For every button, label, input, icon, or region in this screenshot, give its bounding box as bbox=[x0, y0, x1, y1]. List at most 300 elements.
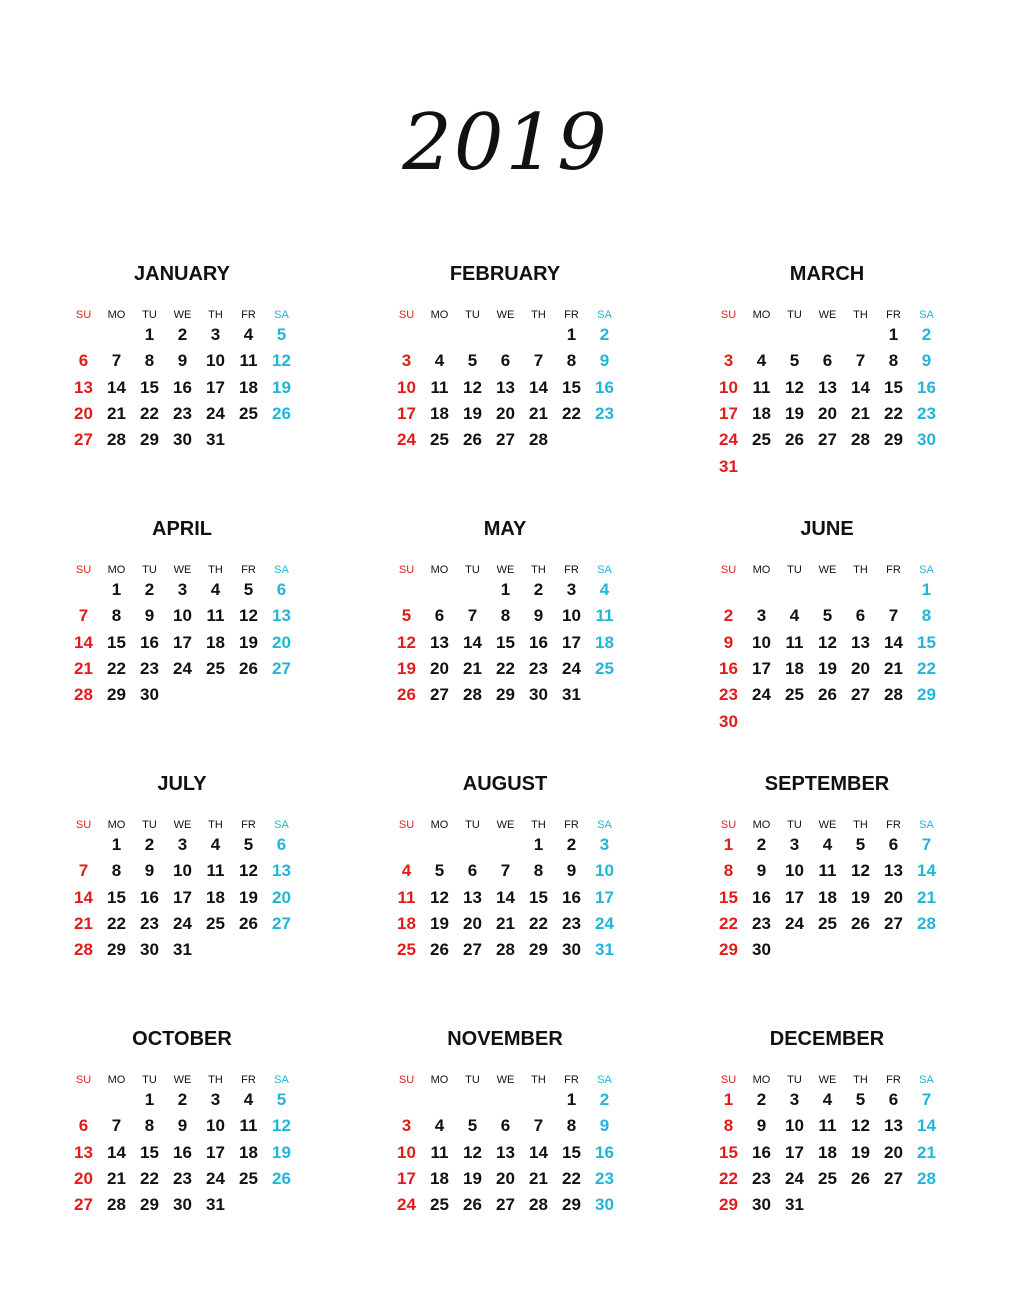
day-cell: 19 bbox=[818, 658, 837, 678]
day-cell: 27 bbox=[74, 1195, 93, 1215]
weekday-label-th: TH bbox=[208, 819, 223, 831]
weekday-label-su: SU bbox=[720, 819, 737, 831]
day-cell: 28 bbox=[529, 1195, 548, 1215]
day-cell: 19 bbox=[785, 403, 804, 423]
day-cell: 22 bbox=[719, 913, 738, 933]
year-title: 2019 bbox=[402, 98, 609, 188]
weekday-label-th: TH bbox=[531, 564, 546, 576]
day-cell: 23 bbox=[529, 658, 548, 678]
day-cell: 27 bbox=[74, 430, 93, 450]
day-cell: 3 bbox=[401, 1116, 412, 1136]
weekday-label-we: WE bbox=[496, 819, 515, 831]
weekday-label-su: SU bbox=[75, 819, 92, 831]
day-cell: 28 bbox=[107, 430, 126, 450]
day-cell: 8 bbox=[500, 606, 511, 626]
day-cell: 1 bbox=[723, 1090, 734, 1109]
day-cell: 22 bbox=[107, 913, 126, 933]
day-cell: 9 bbox=[177, 1116, 188, 1136]
day-cell: 18 bbox=[595, 632, 614, 652]
month-name: NOVEMBER bbox=[447, 1028, 563, 1050]
day-cell: 23 bbox=[917, 403, 936, 423]
day-cell: 18 bbox=[430, 1168, 449, 1188]
day-cell: 15 bbox=[140, 1142, 159, 1162]
day-cell: 13 bbox=[463, 887, 482, 907]
day-cell: 19 bbox=[463, 403, 482, 423]
day-cell: 7 bbox=[78, 861, 89, 881]
day-cell: 18 bbox=[785, 658, 804, 678]
day-cell: 5 bbox=[276, 1090, 287, 1109]
day-cell: 4 bbox=[243, 325, 254, 344]
day-cell: 14 bbox=[463, 632, 482, 652]
weekday-label-tu: TU bbox=[787, 819, 802, 831]
day-cell: 12 bbox=[463, 377, 482, 397]
day-cell: 2 bbox=[144, 835, 155, 854]
day-cell: 19 bbox=[463, 1168, 482, 1188]
day-cell: 30 bbox=[173, 1195, 192, 1215]
weekday-label-fr: FR bbox=[886, 819, 901, 831]
day-cell: 26 bbox=[430, 940, 449, 960]
day-cell: 12 bbox=[239, 861, 258, 881]
weekday-label-su: SU bbox=[398, 819, 415, 831]
day-cell: 21 bbox=[107, 403, 126, 423]
weekday-label-sa: SA bbox=[919, 309, 934, 321]
day-cell: 3 bbox=[789, 835, 800, 854]
day-cell: 24 bbox=[595, 913, 614, 933]
day-cell: 26 bbox=[239, 658, 258, 678]
day-cell: 4 bbox=[789, 606, 800, 626]
day-cell: 1 bbox=[144, 1090, 155, 1109]
weekday-label-su: SU bbox=[398, 309, 415, 321]
day-cell: 16 bbox=[752, 1142, 771, 1162]
weekday-label-tu: TU bbox=[465, 1074, 480, 1086]
day-cell: 16 bbox=[917, 377, 936, 397]
day-cell: 31 bbox=[595, 940, 614, 960]
day-cell: 16 bbox=[595, 377, 614, 397]
day-cell: 20 bbox=[496, 1168, 515, 1188]
day-cell: 20 bbox=[272, 887, 291, 907]
day-cell: 7 bbox=[921, 835, 932, 854]
day-cell: 6 bbox=[500, 351, 511, 371]
day-cell: 27 bbox=[884, 1168, 903, 1188]
weekday-label-fr: FR bbox=[241, 819, 256, 831]
day-cell: 17 bbox=[785, 1142, 804, 1162]
weekday-label-sa: SA bbox=[274, 1074, 289, 1086]
day-cell: 4 bbox=[434, 1116, 445, 1136]
day-cell: 3 bbox=[401, 351, 412, 371]
day-cell: 21 bbox=[917, 887, 936, 907]
day-cell: 16 bbox=[140, 632, 159, 652]
day-cell: 28 bbox=[884, 685, 903, 705]
weekday-label-sa: SA bbox=[597, 1074, 612, 1086]
day-cell: 27 bbox=[496, 430, 515, 450]
day-cell: 26 bbox=[851, 913, 870, 933]
day-cell: 20 bbox=[496, 403, 515, 423]
weekday-label-tu: TU bbox=[142, 309, 157, 321]
day-cell: 9 bbox=[144, 861, 155, 881]
day-cell: 28 bbox=[463, 685, 482, 705]
day-cell: 27 bbox=[851, 685, 870, 705]
day-cell: 7 bbox=[921, 1090, 932, 1109]
weekday-label-th: TH bbox=[531, 819, 546, 831]
day-cell: 20 bbox=[818, 403, 837, 423]
weekday-label-fr: FR bbox=[564, 1074, 579, 1086]
day-cell: 11 bbox=[206, 861, 225, 881]
weekday-label-su: SU bbox=[720, 309, 737, 321]
weekday-label-tu: TU bbox=[787, 1074, 802, 1086]
day-cell: 3 bbox=[177, 835, 188, 854]
day-cell: 9 bbox=[599, 1116, 610, 1136]
day-cell: 19 bbox=[851, 887, 870, 907]
day-cell: 23 bbox=[719, 685, 738, 705]
day-cell: 15 bbox=[107, 887, 126, 907]
day-cell: 11 bbox=[206, 606, 225, 626]
day-cell: 24 bbox=[173, 658, 192, 678]
day-cell: 6 bbox=[822, 351, 833, 371]
day-cell: 18 bbox=[206, 632, 225, 652]
day-cell: 22 bbox=[562, 403, 581, 423]
day-cell: 6 bbox=[276, 580, 287, 599]
day-cell: 8 bbox=[723, 861, 734, 881]
day-cell: 21 bbox=[74, 913, 93, 933]
day-cell: 28 bbox=[917, 913, 936, 933]
day-cell: 14 bbox=[74, 887, 93, 907]
day-cell: 22 bbox=[496, 658, 515, 678]
day-cell: 30 bbox=[719, 711, 738, 731]
day-cell: 23 bbox=[595, 403, 614, 423]
day-cell: 20 bbox=[851, 658, 870, 678]
weekday-label-we: WE bbox=[173, 819, 192, 831]
day-cell: 5 bbox=[401, 606, 412, 626]
weekday-label-su: SU bbox=[720, 1074, 737, 1086]
day-cell: 31 bbox=[719, 456, 738, 476]
day-cell: 1 bbox=[533, 835, 544, 854]
day-cell: 22 bbox=[107, 658, 126, 678]
day-cell: 1 bbox=[111, 835, 122, 854]
day-cell: 8 bbox=[566, 1116, 577, 1136]
day-cell: 19 bbox=[272, 1142, 291, 1162]
day-cell: 12 bbox=[272, 1116, 291, 1136]
weekday-label-tu: TU bbox=[142, 564, 157, 576]
day-cell: 4 bbox=[401, 861, 412, 881]
day-cell: 30 bbox=[752, 940, 771, 960]
weekday-label-mo: MO bbox=[752, 819, 771, 831]
weekday-label-sa: SA bbox=[274, 309, 289, 321]
weekday-label-tu: TU bbox=[465, 819, 480, 831]
weekday-label-fr: FR bbox=[241, 1074, 256, 1086]
day-cell: 9 bbox=[599, 351, 610, 371]
weekday-label-we: WE bbox=[173, 1074, 192, 1086]
day-cell: 15 bbox=[562, 1142, 581, 1162]
day-cell: 21 bbox=[529, 1168, 548, 1188]
day-cell: 30 bbox=[140, 940, 159, 960]
day-cell: 25 bbox=[818, 1168, 837, 1188]
day-cell: 25 bbox=[818, 913, 837, 933]
day-cell: 28 bbox=[496, 940, 515, 960]
day-cell: 12 bbox=[463, 1142, 482, 1162]
day-cell: 25 bbox=[430, 1195, 449, 1215]
day-cell: 16 bbox=[140, 887, 159, 907]
day-cell: 12 bbox=[851, 861, 870, 881]
weekday-label-su: SU bbox=[75, 564, 92, 576]
day-cell: 21 bbox=[917, 1142, 936, 1162]
day-cell: 6 bbox=[78, 1116, 89, 1136]
day-cell: 1 bbox=[566, 325, 577, 344]
day-cell: 13 bbox=[884, 1116, 903, 1136]
day-cell: 3 bbox=[789, 1090, 800, 1109]
weekday-label-we: WE bbox=[818, 1074, 837, 1086]
weekday-label-mo: MO bbox=[430, 309, 449, 321]
weekday-label-sa: SA bbox=[919, 564, 934, 576]
day-cell: 2 bbox=[177, 1090, 188, 1109]
day-cell: 27 bbox=[818, 430, 837, 450]
day-cell: 27 bbox=[430, 685, 449, 705]
day-cell: 24 bbox=[785, 913, 804, 933]
day-cell: 13 bbox=[496, 1142, 515, 1162]
day-cell: 2 bbox=[756, 835, 767, 854]
day-cell: 18 bbox=[206, 887, 225, 907]
day-cell: 17 bbox=[397, 1168, 416, 1188]
day-cell: 27 bbox=[884, 913, 903, 933]
weekday-label-sa: SA bbox=[597, 309, 612, 321]
day-cell: 20 bbox=[74, 403, 93, 423]
weekday-label-su: SU bbox=[398, 1074, 415, 1086]
day-cell: 13 bbox=[272, 861, 291, 881]
day-cell: 29 bbox=[107, 685, 126, 705]
day-cell: 15 bbox=[719, 1142, 738, 1162]
day-cell: 23 bbox=[595, 1168, 614, 1188]
day-cell: 27 bbox=[496, 1195, 515, 1215]
day-cell: 5 bbox=[855, 1090, 866, 1109]
day-cell: 1 bbox=[921, 580, 932, 599]
weekday-label-mo: MO bbox=[752, 564, 771, 576]
weekday-label-fr: FR bbox=[564, 819, 579, 831]
day-cell: 7 bbox=[78, 606, 89, 626]
day-cell: 20 bbox=[884, 1142, 903, 1162]
day-cell: 29 bbox=[140, 1195, 159, 1215]
day-cell: 26 bbox=[272, 403, 291, 423]
day-cell: 11 bbox=[430, 377, 449, 397]
day-cell: 30 bbox=[173, 430, 192, 450]
day-cell: 17 bbox=[206, 377, 225, 397]
day-cell: 3 bbox=[210, 325, 221, 344]
day-cell: 29 bbox=[719, 1195, 738, 1215]
day-cell: 5 bbox=[276, 325, 287, 344]
day-cell: 27 bbox=[272, 913, 291, 933]
day-cell: 8 bbox=[723, 1116, 734, 1136]
weekday-label-tu: TU bbox=[465, 564, 480, 576]
day-cell: 13 bbox=[818, 377, 837, 397]
day-cell: 23 bbox=[752, 913, 771, 933]
weekday-label-su: SU bbox=[720, 564, 737, 576]
weekday-label-th: TH bbox=[531, 309, 546, 321]
day-cell: 3 bbox=[756, 606, 767, 626]
weekday-label-mo: MO bbox=[752, 1074, 771, 1086]
day-cell: 10 bbox=[397, 377, 416, 397]
weekday-label-mo: MO bbox=[430, 564, 449, 576]
day-cell: 16 bbox=[173, 377, 192, 397]
day-cell: 23 bbox=[173, 1168, 192, 1188]
day-cell: 4 bbox=[210, 580, 221, 599]
month-name: MAY bbox=[483, 518, 527, 540]
day-cell: 18 bbox=[752, 403, 771, 423]
day-cell: 12 bbox=[851, 1116, 870, 1136]
day-cell: 9 bbox=[756, 861, 767, 881]
day-cell: 9 bbox=[144, 606, 155, 626]
day-cell: 6 bbox=[276, 835, 287, 854]
day-cell: 30 bbox=[595, 1195, 614, 1215]
day-cell: 11 bbox=[595, 606, 614, 626]
day-cell: 18 bbox=[818, 887, 837, 907]
day-cell: 14 bbox=[851, 377, 870, 397]
day-cell: 29 bbox=[719, 940, 738, 960]
day-cell: 4 bbox=[599, 580, 610, 599]
day-cell: 25 bbox=[206, 658, 225, 678]
day-cell: 21 bbox=[74, 658, 93, 678]
day-cell: 16 bbox=[752, 887, 771, 907]
weekday-label-sa: SA bbox=[597, 819, 612, 831]
day-cell: 8 bbox=[111, 861, 122, 881]
month-name: AUGUST bbox=[462, 773, 548, 795]
day-cell: 5 bbox=[467, 351, 478, 371]
day-cell: 15 bbox=[562, 377, 581, 397]
day-cell: 7 bbox=[533, 351, 544, 371]
day-cell: 21 bbox=[496, 913, 515, 933]
day-cell: 17 bbox=[173, 632, 192, 652]
day-cell: 26 bbox=[463, 1195, 482, 1215]
day-cell: 15 bbox=[496, 632, 515, 652]
day-cell: 13 bbox=[496, 377, 515, 397]
day-cell: 4 bbox=[822, 1090, 833, 1109]
weekday-label-sa: SA bbox=[274, 564, 289, 576]
day-cell: 8 bbox=[566, 351, 577, 371]
day-cell: 5 bbox=[467, 1116, 478, 1136]
day-cell: 7 bbox=[533, 1116, 544, 1136]
day-cell: 22 bbox=[140, 1168, 159, 1188]
day-cell: 16 bbox=[529, 632, 548, 652]
month-name: MARCH bbox=[789, 263, 865, 285]
day-cell: 19 bbox=[851, 1142, 870, 1162]
day-cell: 26 bbox=[785, 430, 804, 450]
day-cell: 6 bbox=[78, 351, 89, 371]
day-cell: 2 bbox=[177, 325, 188, 344]
day-cell: 23 bbox=[562, 913, 581, 933]
month-name: OCTOBER bbox=[132, 1028, 232, 1050]
weekday-label-tu: TU bbox=[142, 819, 157, 831]
day-cell: 21 bbox=[463, 658, 482, 678]
day-cell: 29 bbox=[562, 1195, 581, 1215]
day-cell: 1 bbox=[888, 325, 899, 344]
day-cell: 9 bbox=[756, 1116, 767, 1136]
weekday-label-th: TH bbox=[208, 564, 223, 576]
day-cell: 8 bbox=[144, 1116, 155, 1136]
day-cell: 4 bbox=[822, 835, 833, 854]
day-cell: 26 bbox=[272, 1168, 291, 1188]
day-cell: 21 bbox=[529, 403, 548, 423]
day-cell: 15 bbox=[107, 632, 126, 652]
day-cell: 10 bbox=[206, 351, 225, 371]
day-cell: 17 bbox=[752, 658, 771, 678]
weekday-label-we: WE bbox=[496, 309, 515, 321]
month-name: DECEMBER bbox=[769, 1028, 885, 1050]
day-cell: 17 bbox=[719, 403, 738, 423]
day-cell: 21 bbox=[851, 403, 870, 423]
weekday-label-mo: MO bbox=[107, 309, 126, 321]
day-cell: 28 bbox=[917, 1168, 936, 1188]
month-name: FEBRUARY bbox=[449, 263, 561, 285]
day-cell: 19 bbox=[239, 887, 258, 907]
day-cell: 7 bbox=[888, 606, 899, 626]
day-cell: 30 bbox=[529, 685, 548, 705]
day-cell: 29 bbox=[140, 430, 159, 450]
day-cell: 31 bbox=[173, 940, 192, 960]
weekday-label-su: SU bbox=[75, 1074, 92, 1086]
day-cell: 29 bbox=[884, 430, 903, 450]
day-cell: 18 bbox=[239, 377, 258, 397]
day-cell: 8 bbox=[144, 351, 155, 371]
day-cell: 18 bbox=[430, 403, 449, 423]
day-cell: 5 bbox=[243, 835, 254, 854]
weekday-label-th: TH bbox=[853, 564, 868, 576]
day-cell: 21 bbox=[884, 658, 903, 678]
day-cell: 5 bbox=[434, 861, 445, 881]
weekday-label-we: WE bbox=[173, 309, 192, 321]
day-cell: 12 bbox=[272, 351, 291, 371]
day-cell: 17 bbox=[562, 632, 581, 652]
month-name: SEPTEMBER bbox=[764, 773, 890, 795]
day-cell: 20 bbox=[463, 913, 482, 933]
day-cell: 2 bbox=[921, 325, 932, 344]
day-cell: 27 bbox=[463, 940, 482, 960]
day-cell: 4 bbox=[243, 1090, 254, 1109]
weekday-label-th: TH bbox=[853, 1074, 868, 1086]
day-cell: 3 bbox=[566, 580, 577, 599]
weekday-label-sa: SA bbox=[919, 819, 934, 831]
day-cell: 20 bbox=[884, 887, 903, 907]
day-cell: 5 bbox=[243, 580, 254, 599]
day-cell: 23 bbox=[140, 658, 159, 678]
weekday-label-sa: SA bbox=[919, 1074, 934, 1086]
day-cell: 15 bbox=[917, 632, 936, 652]
day-cell: 29 bbox=[496, 685, 515, 705]
day-cell: 8 bbox=[888, 351, 899, 371]
day-cell: 29 bbox=[529, 940, 548, 960]
day-cell: 9 bbox=[566, 861, 577, 881]
weekday-label-fr: FR bbox=[886, 309, 901, 321]
day-cell: 22 bbox=[562, 1168, 581, 1188]
weekday-label-fr: FR bbox=[886, 564, 901, 576]
day-cell: 10 bbox=[397, 1142, 416, 1162]
day-cell: 31 bbox=[206, 1195, 225, 1215]
day-cell: 19 bbox=[272, 377, 291, 397]
day-cell: 15 bbox=[529, 887, 548, 907]
day-cell: 14 bbox=[107, 1142, 126, 1162]
day-cell: 6 bbox=[500, 1116, 511, 1136]
day-cell: 12 bbox=[818, 632, 837, 652]
weekday-label-mo: MO bbox=[107, 1074, 126, 1086]
weekday-label-we: WE bbox=[173, 564, 192, 576]
day-cell: 16 bbox=[173, 1142, 192, 1162]
day-cell: 28 bbox=[74, 685, 93, 705]
day-cell: 1 bbox=[111, 580, 122, 599]
day-cell: 16 bbox=[562, 887, 581, 907]
day-cell: 24 bbox=[206, 403, 225, 423]
day-cell: 23 bbox=[752, 1168, 771, 1188]
day-cell: 25 bbox=[430, 430, 449, 450]
day-cell: 11 bbox=[397, 887, 416, 907]
day-cell: 14 bbox=[496, 887, 515, 907]
weekday-label-su: SU bbox=[398, 564, 415, 576]
day-cell: 14 bbox=[529, 377, 548, 397]
